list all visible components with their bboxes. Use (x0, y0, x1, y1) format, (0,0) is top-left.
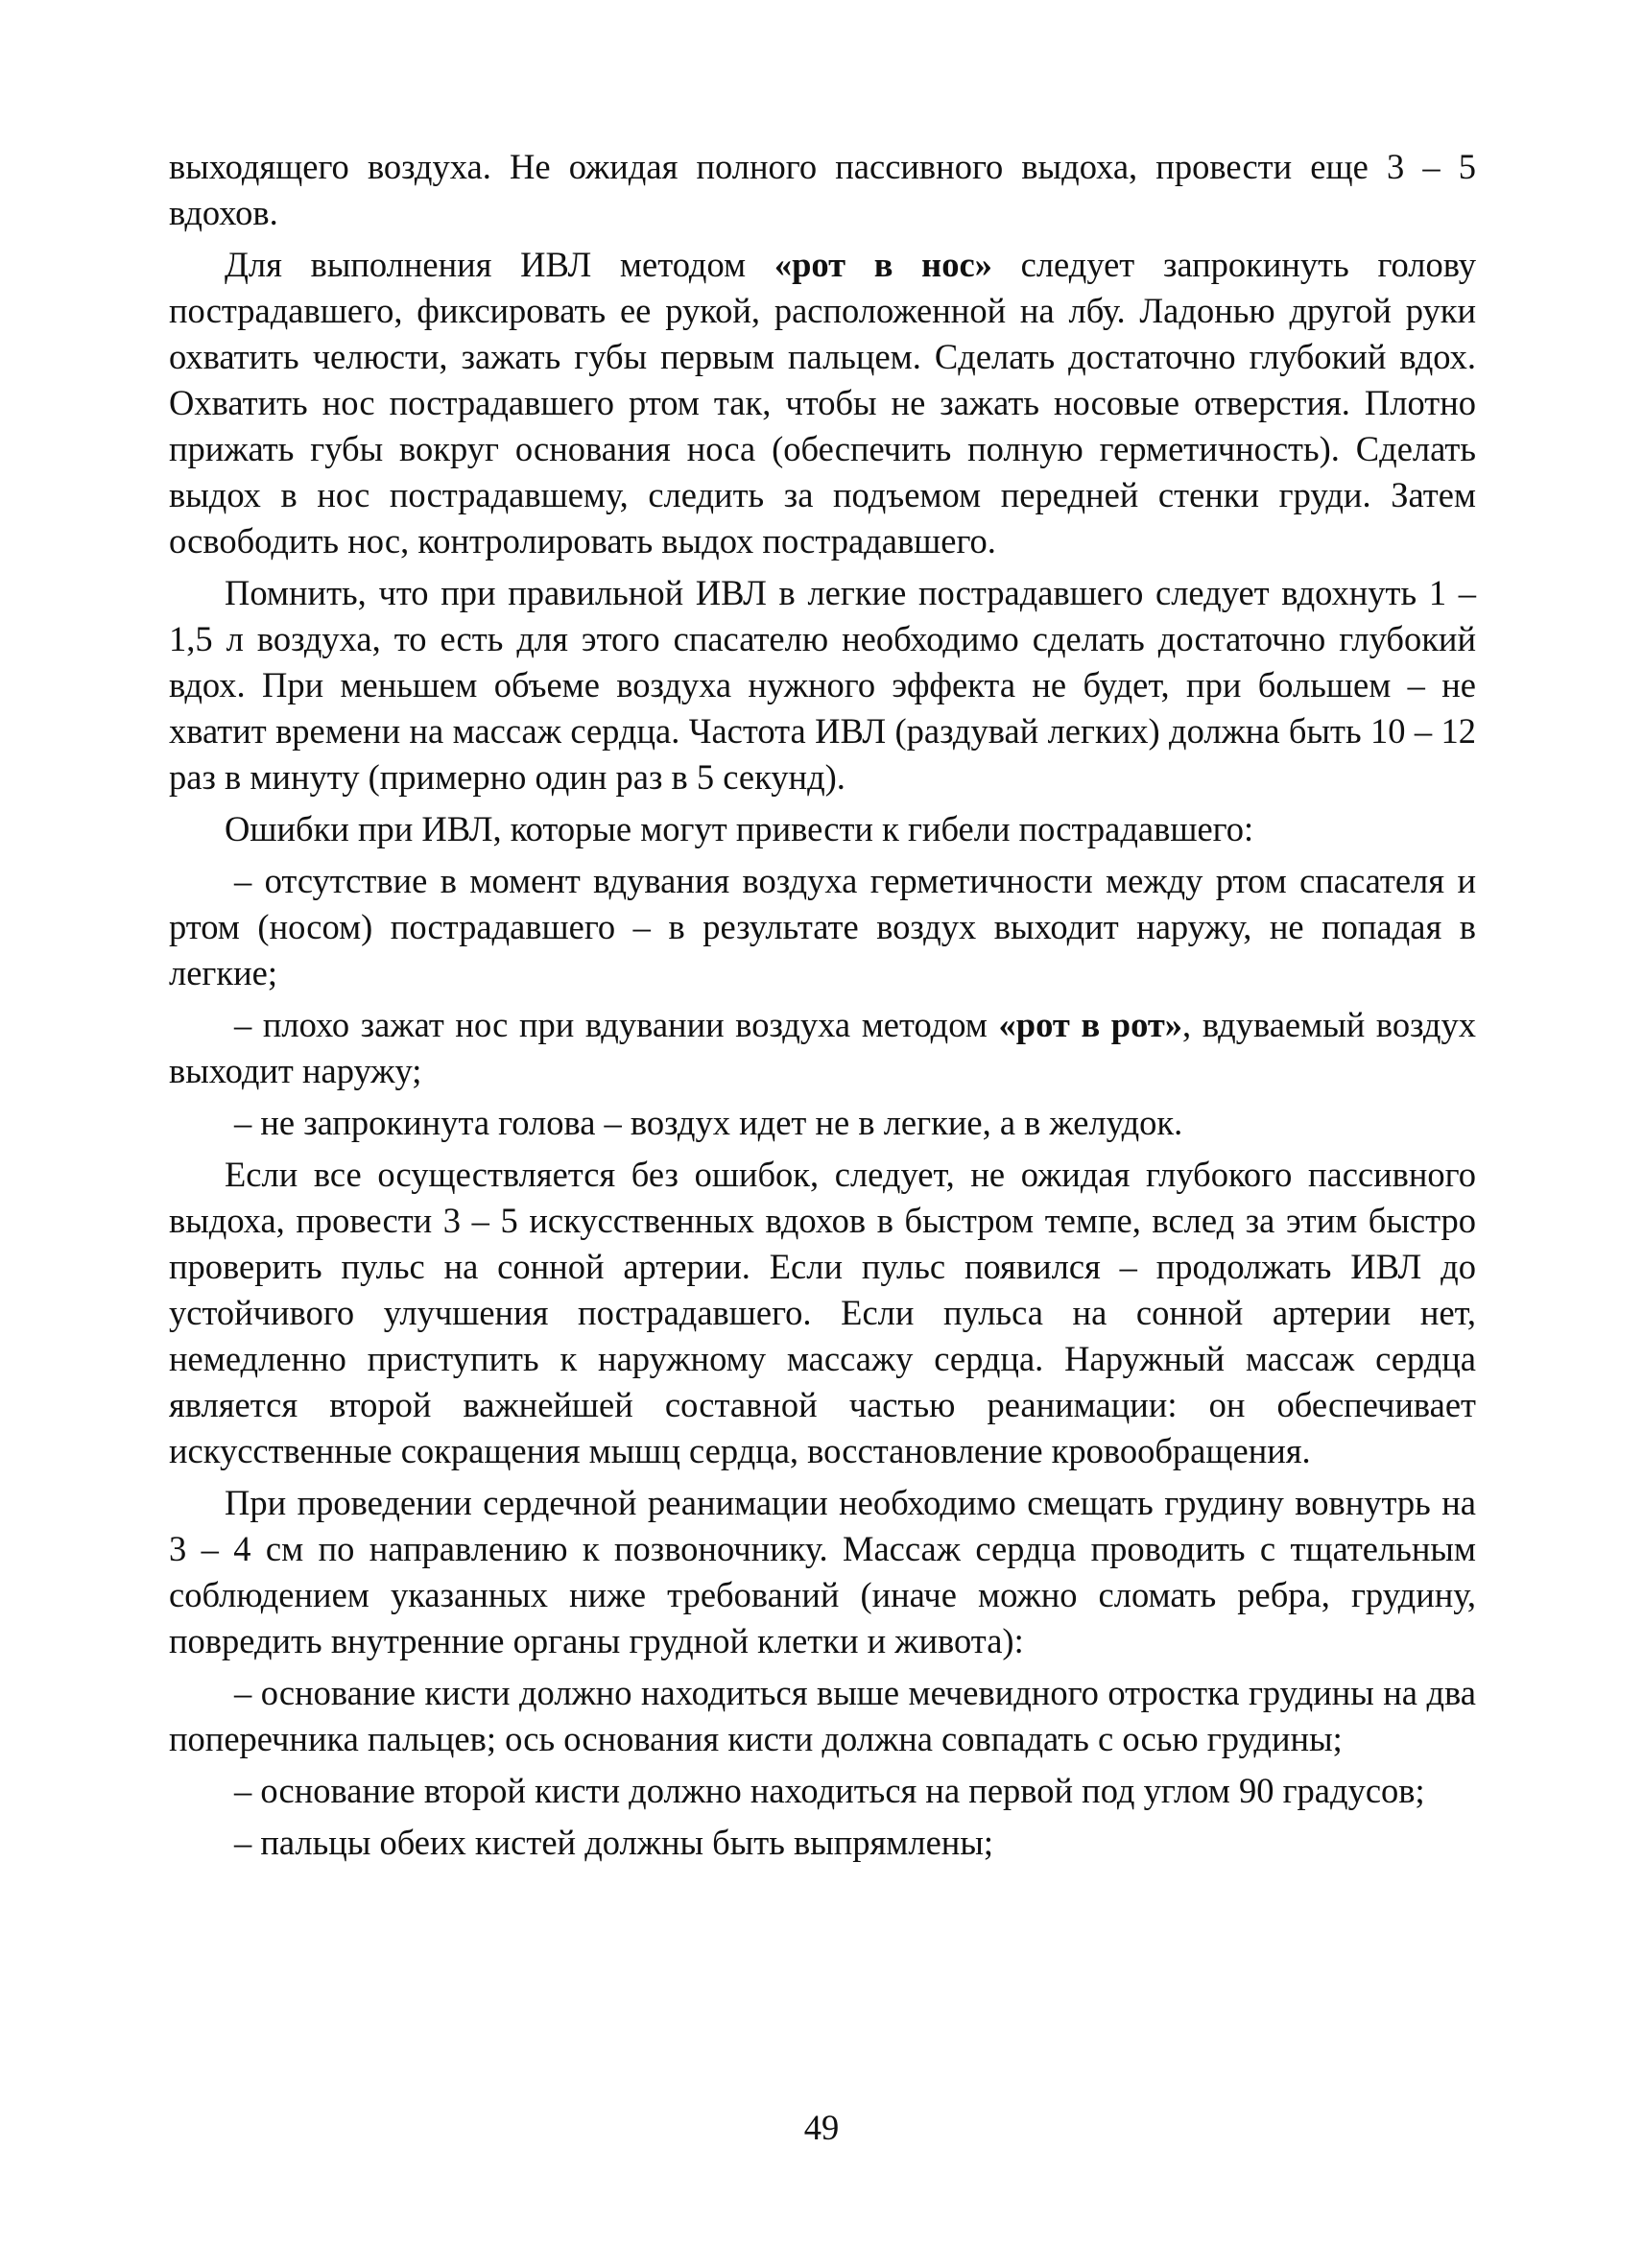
list-item-hand-position: – основание кисти должно находиться выше мечевидного отростка грудины на два поперечника пальцев; ось основания кисти должна совпадать с осью грудины; (169, 1673, 1476, 1758)
list-item-fingers: – пальцы обеих кистей должны быть выпрямлены; (234, 1823, 994, 1862)
paragraph-cardiac-resuscitation: При проведении сердечной реанимации необходимо смещать грудину вовнутрь на 3 – 4 см по направлению к позвоночнику. Массаж сердца проводить с тщательным соблюдением указанных ниже требований (иначе можно сломать ребра, грудину, повредить внутренние органы грудной клетки и живота): (169, 1483, 1476, 1660)
list-item-error-head: – не запрокинута голова – воздух идет не в легкие, а в желудок. (234, 1103, 1183, 1142)
list-item-error-nose-tail: , вдуваемый воздух выходит наружу; (169, 1005, 1476, 1090)
list-item-error-nose (169, 1002, 1476, 1094)
paragraph-errors-heading: Ошибки при ИВЛ, которые могут привести к гибели пострадавшего: (225, 809, 1254, 848)
page-number: 49 (803, 2108, 840, 2147)
term-mouth-to-nose: «рот в нос» (774, 245, 992, 284)
paragraph-mouth-to-nose-body: следует запрокинуть голову пострадавшего, фиксировать ее рукой, расположенной на лбу. Ладонью другой руки охватить челюсти, зажать губы первым пальцем. Сделать достаточно глубокий вдох. Охватить нос пострадавшего ртом так, чтобы не зажать носовые отверстия. Плотно прижать губы вокруг основания носа (обеспечить полную герметичность). Сделать выдох в нос пострадавшему, следить за подъемом передней стенки груди. Затем освободить нос, контролировать выдох пострадавшего. (169, 245, 1476, 561)
page-body (169, 144, 1476, 1872)
paragraph-mouth-to-nose (169, 242, 1476, 564)
list-item-error-nose-lead: – плохо зажат нос при вдувании воздуха методом (234, 1005, 999, 1044)
term-mouth-to-mouth: «рот в рот» (998, 1005, 1183, 1044)
list-item-second-hand: – основание второй кисти должно находиться на первой под углом 90 градусов; (234, 1771, 1425, 1810)
paragraph-mouth-to-nose-lead: Для выполнения ИВЛ методом (225, 245, 774, 284)
paragraph-pulse-check: Если все осуществляется без ошибок, следует, не ожидая глубокого пассивного выдоха, провести 3 – 5 искусственных вдохов в быстром темпе, вслед за этим быстро проверить пульс на сонной артерии. Если пульс появился – продолжать ИВЛ до устойчивого улучшения пострадавшего. Если пульса на сонной артерии нет, немедленно приступить к наружному массажу сердца. Наружный массаж сердца является второй важнейшей составной частью реанимации: он обеспечивает искусственные сокращения мышц сердца, восстановление кровообращения. (169, 1155, 1476, 1470)
paragraph-exhale-continuation: выходящего воздуха. Не ожидая полного пассивного выдоха, провести еще 3 – 5 вдохов. (169, 147, 1476, 232)
list-item-error-seal: – отсутствие в момент вдувания воздуха герметичности между ртом спасателя и ртом (носом) пострадавшего – в результате воздух выходит наружу, не попадая в легкие; (169, 861, 1476, 992)
paragraph-air-volume: Помнить, что при правильной ИВЛ в легкие пострадавшего следует вдохнуть 1 – 1,5 л воздуха, то есть для этого спасателю необходимо сделать достаточно глубокий вдох. При меньшем объеме воздуха нужного эффекта не будет, при большем – не хватит времени на массаж сердца. Частота ИВЛ (раздувай легких) должна быть 10 – 12 раз в минуту (примерно один раз в 5 секунд). (169, 573, 1476, 797)
